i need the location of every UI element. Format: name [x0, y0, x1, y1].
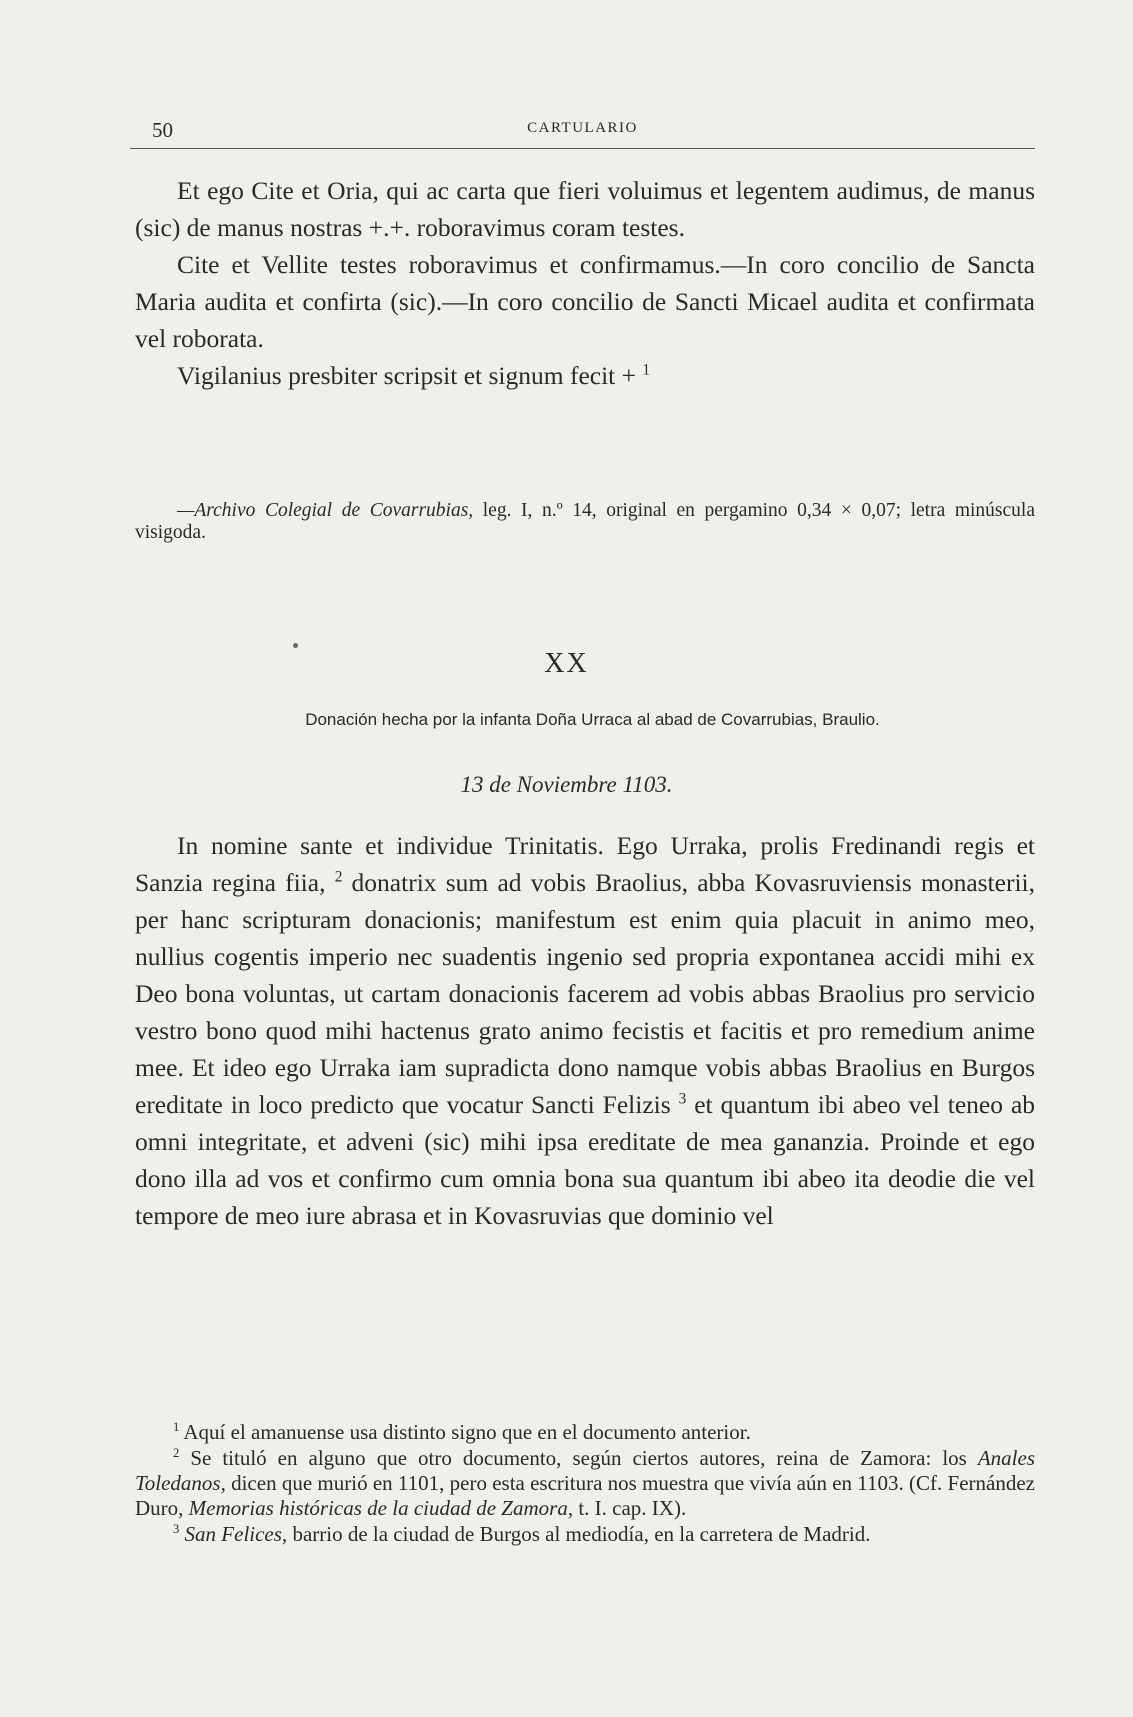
previous-document-ending: [135, 172, 1035, 394]
running-title: CARTULARIO: [527, 120, 638, 136]
archival-source-note: [135, 500, 1035, 544]
footnote-2: $^2$ Se tituló en alguno que otro documento, según ciertos autores, reina de Zamora: los Anales Toledanos, dicen que murió en 1101, pero esta escritura nos muestra que vivía aún en 1103. (Cf. Fernández Duro, Memorias históricas de la ciudad de Zamora, t. I. cap. IX).: [135, 1446, 1035, 1520]
signature-line: [135, 357, 1035, 394]
archive-name: —Archivo Colegial de Covarrubias,: [177, 500, 474, 521]
paragraph: Et ego Cite et Oria, qui ac carta que fieri voluimus et legentem audimus, de manus (sic) de manus nostras +.+. roboravimus coram testes.: [135, 176, 1035, 242]
footnote-mark: 1: [173, 1420, 180, 1434]
document-number: XX: [544, 648, 589, 679]
footnote-1: $^1$ Aquí el amanuense usa distinto signo que en el documento anterior.: [173, 1420, 751, 1444]
footnote-ref: 3: [678, 1090, 687, 1108]
body-text-1: In nomine sante et individue Trinitatis. Ego Urraka, prolis Fredinandi regis et Sanzia regina fiia,: [135, 831, 1035, 897]
document-summary: Donación hecha por la infanta Doña Urraca al abad de Covarrubias, Braulio.: [305, 710, 880, 729]
paragraph: Cite et Vellite testes roboravimus et confirmamus.—In coro concilio de Sancta Maria audita et confirta (sic).—In coro concilio de Sancti Micael audita et confirmata vel roborata.: [135, 250, 1035, 353]
archive-details: leg. I, n.º 14, original en pergamino 0,34 × 0,07; letra minúscula visigoda.: [135, 500, 1035, 543]
document-body: [135, 827, 1035, 1234]
footnote-ref: 2: [334, 868, 343, 886]
footnotes: [135, 1420, 1035, 1548]
signature-text: Vigilanius presbiter scripsit et signum fecit +: [177, 361, 637, 390]
footnote-ref: 1: [642, 361, 651, 379]
footnote-3: $^3$ San Felices, barrio de la ciudad de Burgos al mediodía, en la carretera de Madrid.: [173, 1522, 871, 1546]
page-number: 50: [152, 118, 173, 142]
body-text-2: donatrix sum ad vobis Braolius, abba Kovasruviensis monasterii, per hanc scripturam donacionis; manifestum est enim quia placuit in animo meo, nullius cogentis imperio nec suadentis ingenio sed propria expontanea accidi mihi ex Deo bona voluntas, ut cartam donacionis facerem ad vobis abbas Braolius pro servicio vestro bono quod mihi hactenus grato animo fecistis et facitis et pro remedium anime mee. Et ideo ego Urraka iam supradicta dono namque vobis abbas Braolius en Burgos ereditate in loco predicto que vocatur Sancti Felizis: [135, 868, 1035, 1119]
footnote-mark: 2: [173, 1446, 180, 1460]
footnote-mark: 3: [173, 1522, 180, 1536]
body-text-3: et quantum ibi abeo vel teneo ab omni integritate, et adveni (sic) mihi ipsa ereditate de mea gananzia. Proinde et ego dono illa ad vos et confirmo cum omnia bona sua quantum ibi abeo ita deodie die vel tempore de meo iure abrasa et in Kovasruvias que dominio vel: [135, 1090, 1036, 1230]
document-date: 13 de Noviembre 1103.: [460, 772, 673, 797]
running-head: [130, 112, 1035, 149]
